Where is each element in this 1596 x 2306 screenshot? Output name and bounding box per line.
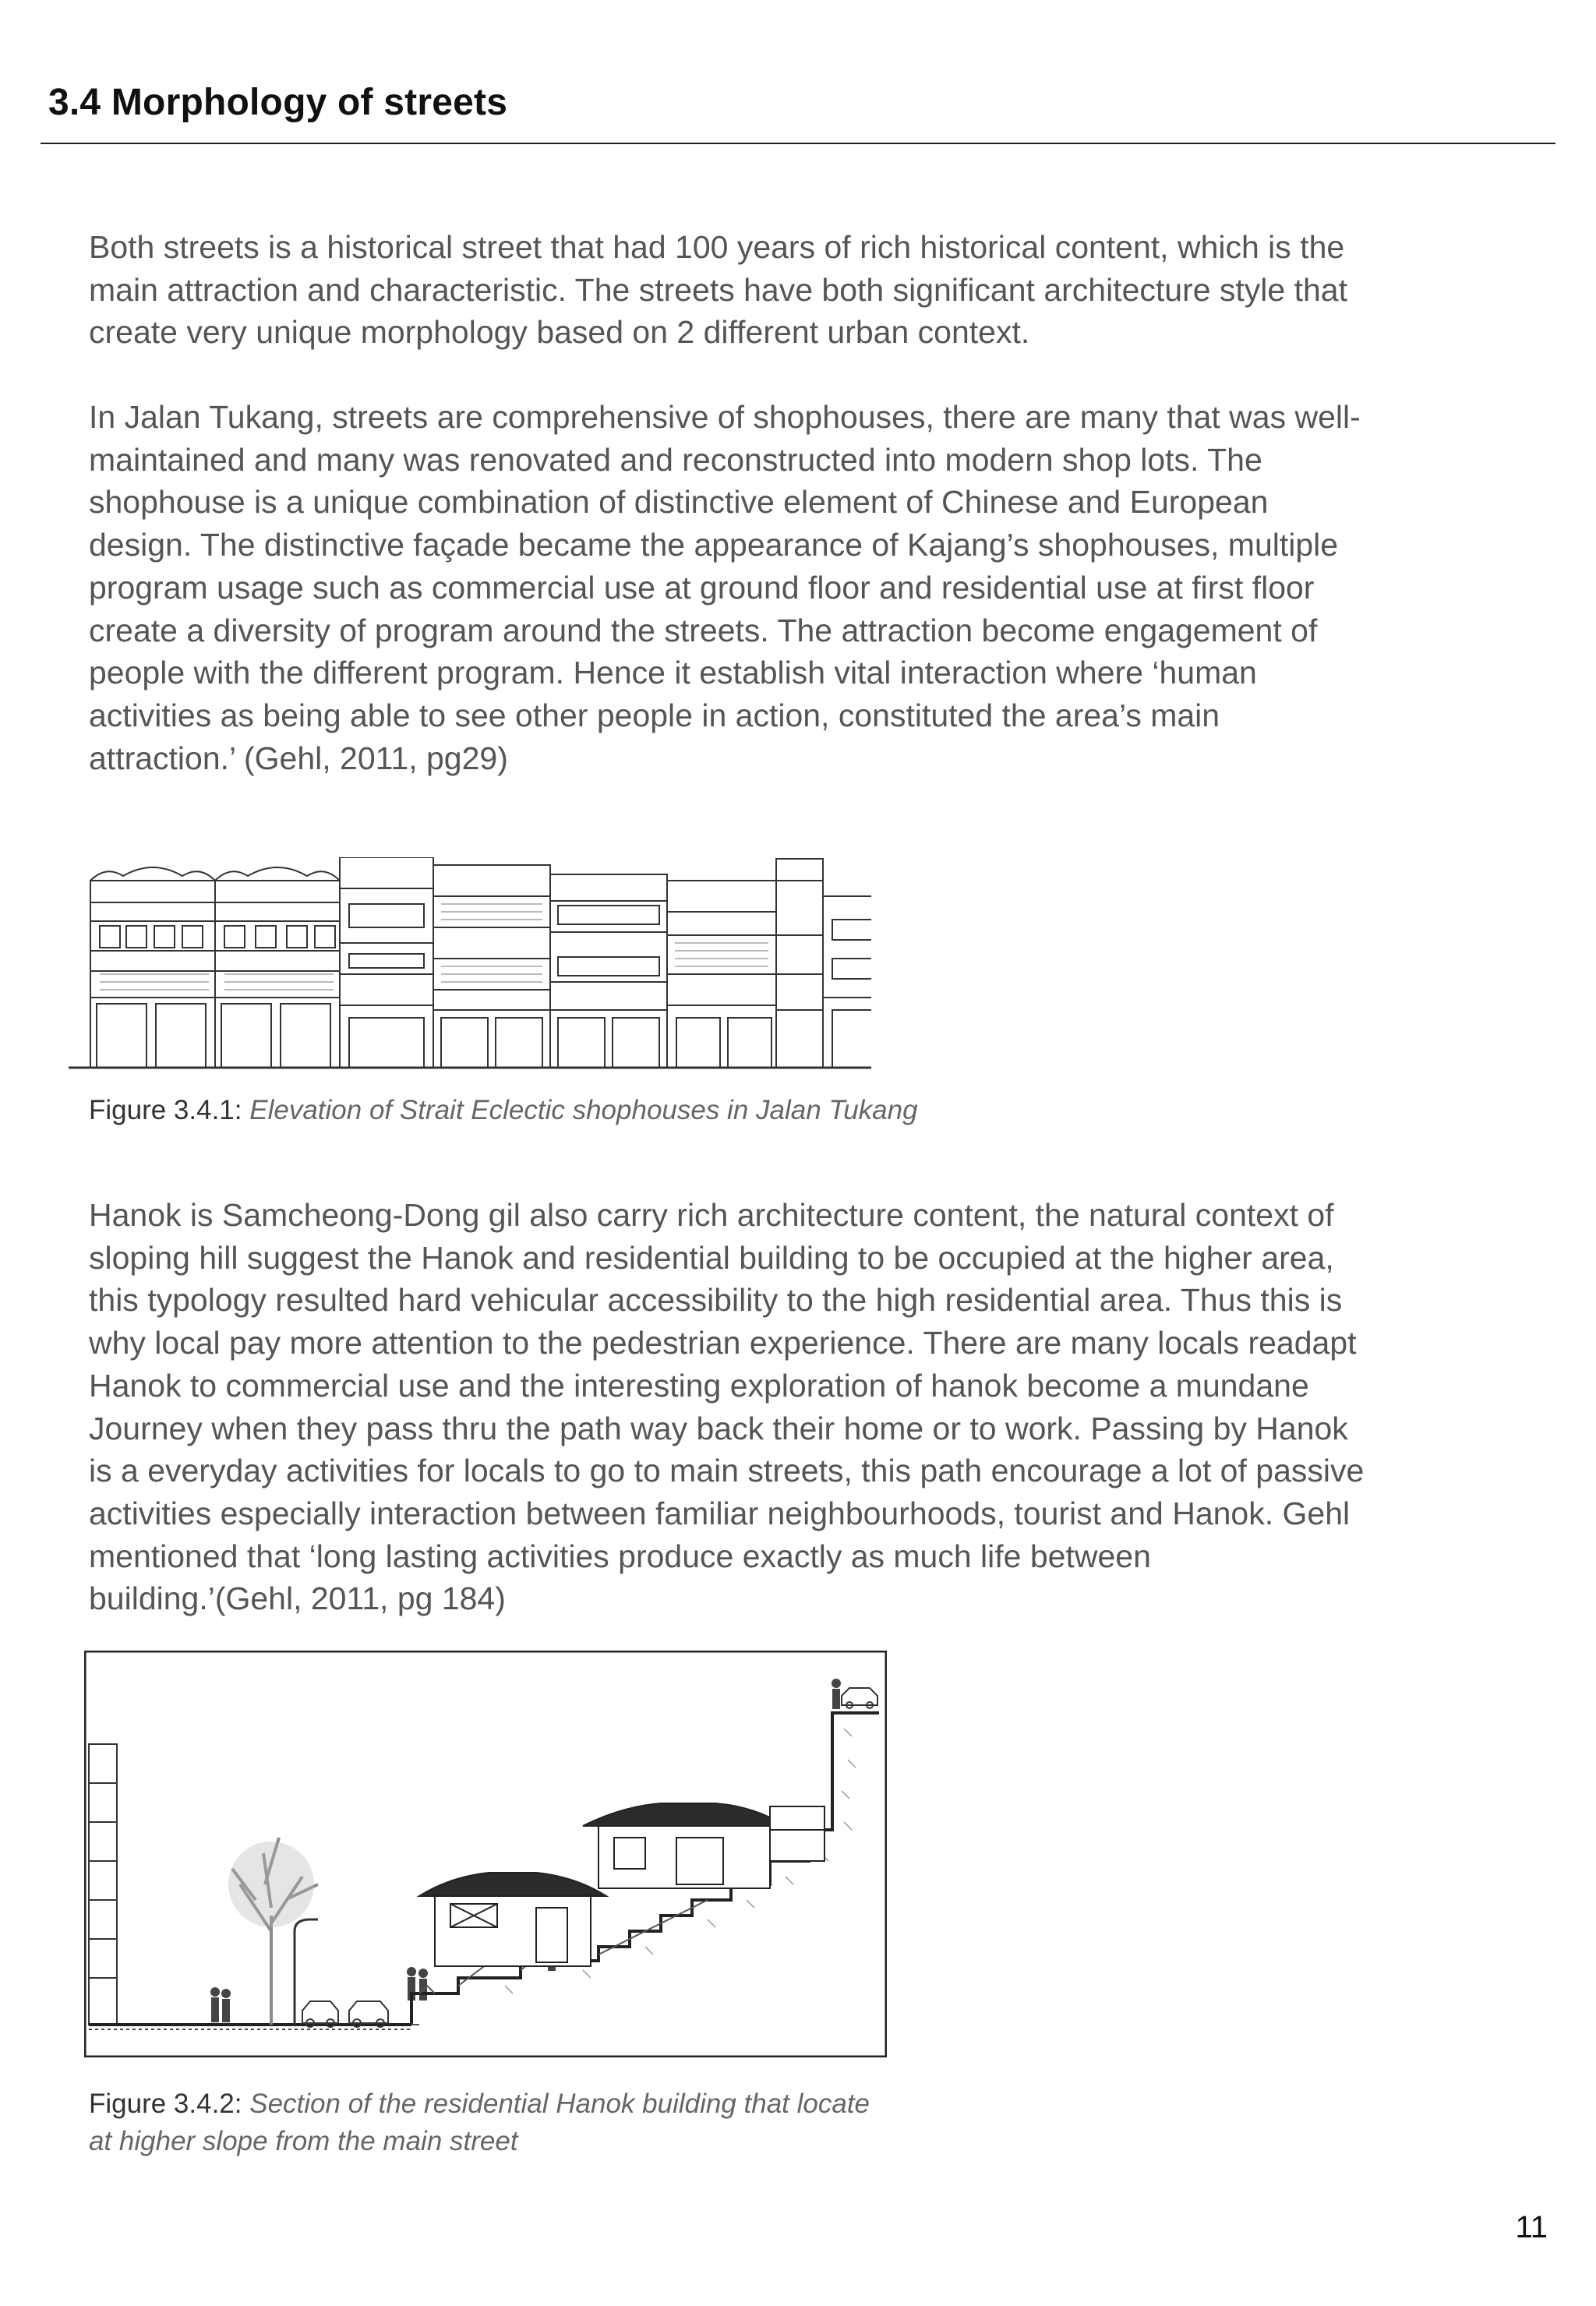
text-line: program usage such as commercial use at ground floor and residential use at first floor (89, 569, 1315, 606)
text-line: shophouse is a unique combination of distinctive element of Chinese and European (89, 484, 1269, 521)
text-line: building.’(Gehl, 2011, pg 184) (89, 1580, 506, 1617)
text-line: maintained and many was renovated and reconstructed into modern shop lots. The (89, 441, 1262, 478)
figure-label: Figure 3.4.1: (89, 1095, 242, 1125)
text-line: Both streets is a historical street that had 100 years of rich historical content, which is the (89, 229, 1345, 265)
text-line: activities as being able to see other people in action, constituted the area’s main (89, 697, 1220, 733)
text-line: create a diversity of program around the streets. The attraction become engagement of (89, 612, 1318, 648)
text-line: why local pay more attention to the pedestrian experience. There are many locals readapt (89, 1325, 1357, 1361)
text-line: Hanok is Samcheong-Dong gil also carry rich architecture content, the natural context of (89, 1197, 1334, 1233)
text-line: In Jalan Tukang, streets are comprehensive of shophouses, there are many that was well- (89, 399, 1361, 435)
page-number: 11 (1515, 2210, 1548, 2244)
hanok-section-drawing (84, 1651, 887, 2057)
figure-label: Figure 3.4.2: (89, 2089, 242, 2119)
figure-caption-text: Elevation of Strait Eclectic shophouses in Jalan Tukang (249, 1095, 918, 1125)
text-line: people with the different program. Hence it establish vital interaction where ‘human (89, 655, 1257, 691)
text-line: create very unique morphology based on 2 different urban context. (89, 314, 1030, 351)
figure-caption-text: Section of the residential Hanok building that locate (249, 2089, 870, 2119)
text-line: design. The distinctive façade became the appearance of Kajang’s shophouses, multiple (89, 527, 1339, 563)
text-line: is a everyday activities for locals to go to main streets, this path encourage a lot of passive (89, 1453, 1365, 1489)
paragraph-intro (89, 226, 1515, 354)
section-heading: 3.4 Morphology of streets (48, 82, 508, 123)
text-line: main attraction and characteristic. The streets have both significant architecture style that (89, 271, 1347, 308)
paragraph-jalan-tukang (89, 396, 1515, 779)
heading-underline (41, 143, 1555, 144)
text-line: mentioned that ‘long lasting activities produce exactly as much life between (89, 1538, 1151, 1574)
text-line: attraction.’ (Gehl, 2011, pg29) (89, 740, 508, 776)
shophouse-elevation-drawing (69, 857, 871, 1072)
text-line: activities especially interaction between familiar neighbourhoods, tourist and Hanok. Gehl (89, 1495, 1351, 1531)
text-line: Hanok to commercial use and the interesting exploration of hanok become a mundane (89, 1367, 1309, 1404)
figure-caption-text: at higher slope from the main street (89, 2126, 518, 2156)
text-line: Journey when they pass thru the path way back their home or to work. Passing by Hanok (89, 1410, 1348, 1446)
figure-caption-3-4-2 (89, 2085, 946, 2160)
text-line: sloping hill suggest the Hanok and residential building to be occupied at the higher area, (89, 1239, 1334, 1276)
text-line: this typology resulted hard vehicular accessibility to the high residential area. Thus this is (89, 1282, 1343, 1319)
figure-caption-3-4-1 (89, 1092, 918, 1129)
paragraph-hanok (89, 1194, 1515, 1620)
figure-caption-line (89, 2085, 946, 2123)
